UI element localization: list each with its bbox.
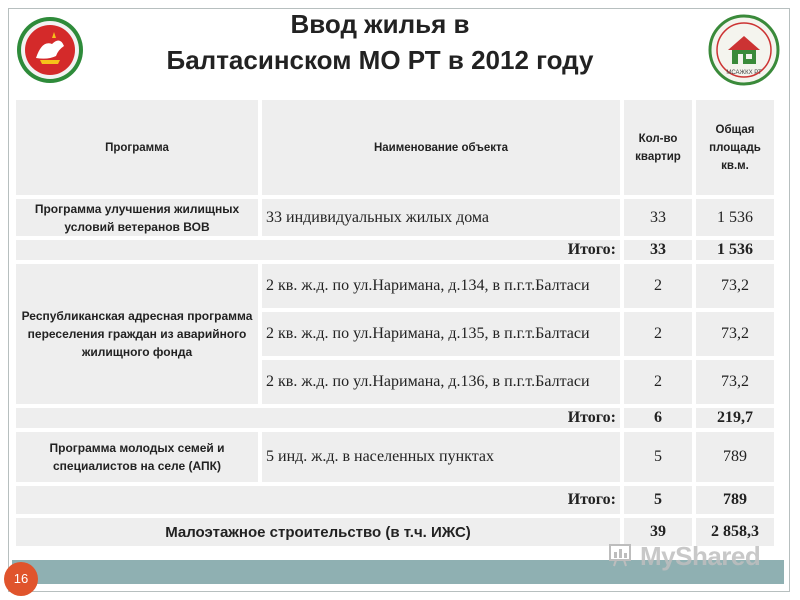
object-cell: 33 индивидуальных жилых дома [262,199,620,236]
object-cell: 2 кв. ж.д. по ул.Наримана, д.134, в п.г.т.Балтаси [262,264,620,308]
emblem-caption: МСАЖКХ РТ [726,70,762,76]
subtotal-row [16,240,774,260]
count-cell: 2 [624,360,692,404]
table-row [16,264,774,308]
count-cell: 2 [624,312,692,356]
header-count: Кол-во квартир [624,100,692,195]
subtotal-label: Итого: [16,240,620,260]
presentation-icon [608,541,634,572]
count-cell: 33 [624,199,692,236]
subtotal-label: Итого: [16,486,620,514]
subtotal-count: 6 [624,408,692,428]
header-object: Наименование объекта [262,100,620,195]
object-cell: 2 кв. ж.д. по ул.Наримана, д.136, в п.г.т.Балтаси [262,360,620,404]
title-line-2: Балтасинском МО РТ в 2012 году [166,45,594,75]
table-row [16,432,774,482]
grand-total-area: 2 858,3 [696,518,774,546]
subtotal-area: 789 [696,486,774,514]
title-line-1: Ввод жилья в [290,9,470,39]
subtotal-count: 33 [624,240,692,260]
area-cell: 73,2 [696,312,774,356]
subtotal-label: Итого: [16,408,620,428]
subtotal-area: 219,7 [696,408,774,428]
program-cell: Программа улучшения жилищных условий ветеранов ВОВ [16,199,258,236]
page-number-badge: 16 [4,562,38,596]
subtotal-area: 1 536 [696,240,774,260]
ministry-emblem-icon [708,14,780,86]
program-cell: Республиканская адресная программа переселения граждан из аварийного жилищного фонда [16,264,258,404]
watermark-text: MyShared [640,540,761,571]
area-cell: 789 [696,432,774,482]
page-title [120,6,640,78]
grand-total-label: Малоэтажное строительство (в т.ч. ИЖС) [16,518,620,546]
watermark [608,536,778,576]
program-cell: Программа молодых семей и специалистов на селе (АПК) [16,432,258,482]
subtotal-row [16,486,774,514]
subtotal-row [16,408,774,428]
count-cell: 5 [624,432,692,482]
count-cell: 2 [624,264,692,308]
area-cell: 73,2 [696,264,774,308]
object-cell: 2 кв. ж.д. по ул.Наримана, д.135, в п.г.т.Балтаси [262,312,620,356]
object-cell: 5 инд. ж.д. в населенных пунктах [262,432,620,482]
header-program: Программа [16,100,258,195]
header-area: Общая площадь кв.м. [696,100,774,195]
housing-table [12,96,778,550]
grand-total-count: 39 [624,518,692,546]
tatarstan-emblem-icon [16,16,84,84]
area-cell: 73,2 [696,360,774,404]
area-cell: 1 536 [696,199,774,236]
table-row [16,199,774,236]
subtotal-count: 5 [624,486,692,514]
table-header-row [16,100,774,195]
